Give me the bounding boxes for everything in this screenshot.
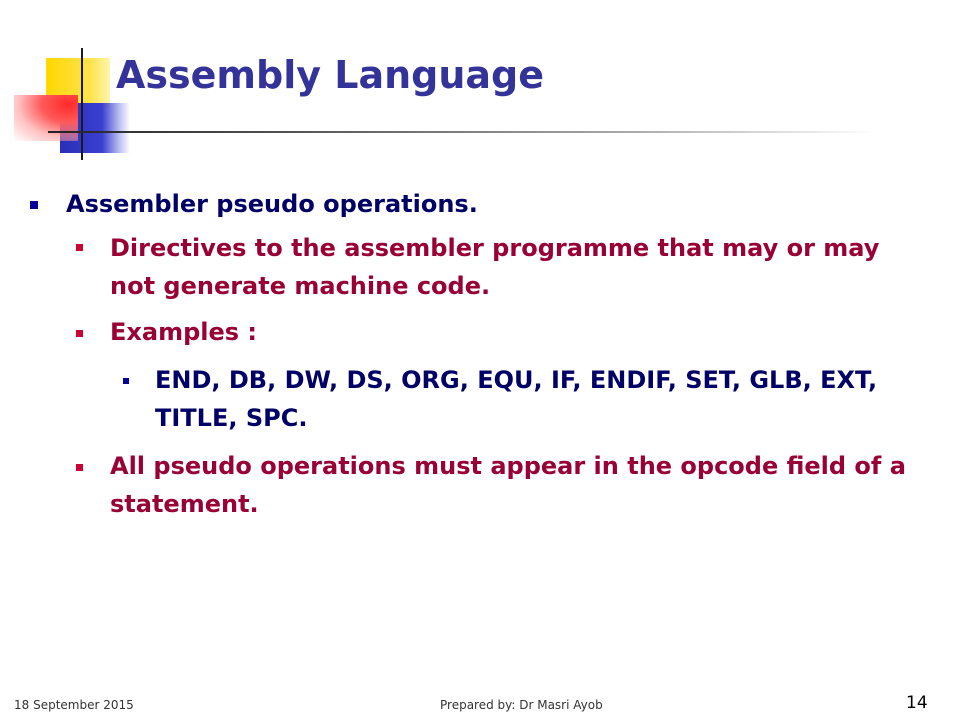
decorative-vertical-line: [81, 48, 83, 160]
bullet-marker: [76, 244, 83, 251]
bullet-marker: [76, 330, 83, 337]
footer-date: 18 September 2015: [14, 698, 134, 712]
bullet-opcode-rule: All pseudo operations must appear in the opcode field of a statement.: [110, 452, 906, 518]
decorative-red-square: [14, 95, 78, 141]
bullet-marker: [30, 201, 38, 209]
footer-prepared-by: Prepared by: Dr Masri Ayob: [440, 698, 603, 712]
bullet-pseudo-operations: Assembler pseudo operations.: [66, 190, 478, 218]
bullet-marker: [76, 464, 83, 471]
bullet-examples-list: END, DB, DW, DS, ORG, EQU, IF, ENDIF, SET, GLB, EXT, TITLE, SPC.: [155, 366, 878, 432]
page-number: 14: [906, 693, 928, 713]
bullet-directives: Directives to the assembler programme that may or may not generate machine code.: [110, 234, 880, 300]
bullet-examples-label: Examples :: [110, 318, 257, 346]
title-underline: [48, 131, 878, 133]
slide-title: Assembly Language: [116, 53, 545, 97]
bullet-marker: [123, 378, 129, 384]
